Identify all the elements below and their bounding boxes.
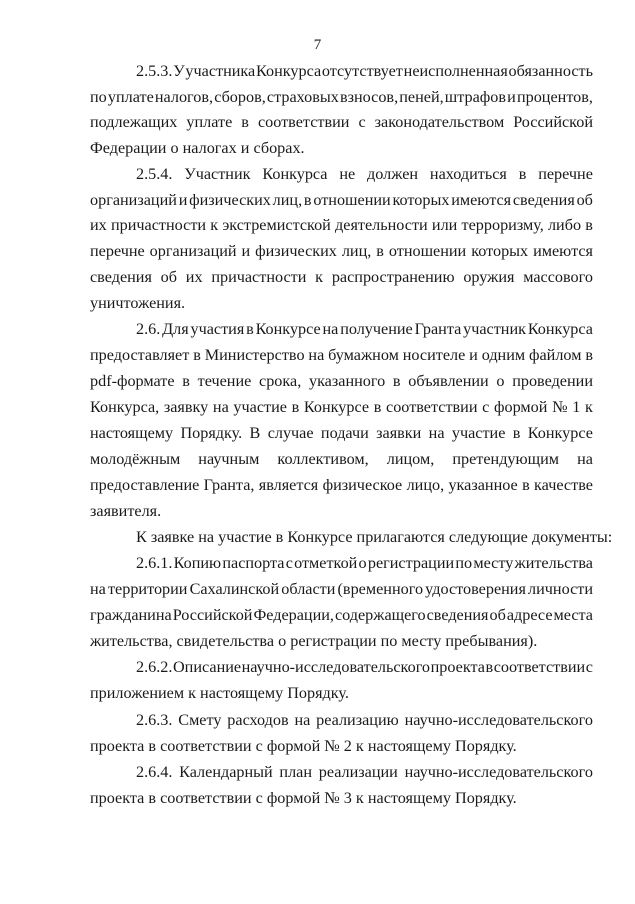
- word: участника: [185, 62, 256, 80]
- word: в: [303, 191, 312, 209]
- word: заявку: [163, 398, 209, 416]
- line-20: [136, 550, 593, 576]
- word: Описание: [172, 658, 242, 676]
- word: в: [246, 320, 254, 338]
- line-10: уничтожения.: [90, 294, 186, 312]
- line-15: [90, 420, 593, 446]
- word: адресе: [506, 606, 553, 624]
- word: на: [577, 450, 593, 468]
- word: научно-исследовательского: [404, 711, 593, 729]
- word: организаций: [149, 242, 237, 260]
- word: взносов,: [339, 88, 399, 106]
- line-27: проекта в соответствии с формой № 2 к настоящему Порядку.: [90, 737, 517, 755]
- line-25: приложением к настоящему Порядку.: [90, 684, 349, 702]
- word: соответствии: [493, 658, 586, 676]
- word: Российской: [172, 606, 253, 624]
- line-18: заявителя.: [90, 502, 162, 520]
- line-17: [90, 472, 593, 498]
- word: указанного: [308, 372, 386, 390]
- word: в: [291, 398, 300, 416]
- word: подлежащих: [90, 113, 178, 131]
- word: является: [258, 476, 319, 494]
- line-6: [90, 187, 593, 213]
- word: подачи: [320, 424, 369, 442]
- word: страховых: [266, 88, 339, 106]
- word: деятельности: [335, 216, 428, 234]
- word: 2.5.3.: [136, 62, 173, 80]
- word: места: [553, 606, 593, 624]
- word: участия: [190, 320, 245, 338]
- word: регистрации: [367, 554, 455, 572]
- word: о: [358, 554, 367, 572]
- word: Копию: [173, 554, 222, 572]
- word: на: [212, 398, 229, 416]
- line-23: жительства, свидетельства о регистрации по месту пребывания).: [90, 632, 538, 650]
- word: Календарный: [179, 763, 273, 781]
- word: перечне: [538, 165, 593, 183]
- word: 2.5.4.: [136, 165, 173, 183]
- word: в: [182, 372, 190, 390]
- page-number: 7: [313, 37, 322, 53]
- word: уплате: [186, 113, 233, 131]
- word: имеются: [451, 191, 512, 209]
- word: Конкурса: [256, 62, 322, 80]
- word: в: [485, 658, 494, 676]
- word: должен: [367, 165, 419, 183]
- word: распространению: [331, 268, 455, 286]
- word: Конкурса: [527, 320, 593, 338]
- word: участие: [233, 398, 287, 416]
- word: жительства: [514, 554, 593, 572]
- word: отношении: [388, 242, 467, 260]
- word: проекта: [430, 658, 485, 676]
- line-21: [90, 576, 593, 602]
- word: срока,: [259, 372, 302, 390]
- word: к: [315, 268, 324, 286]
- word: сведения: [90, 268, 152, 286]
- word: в: [518, 165, 527, 183]
- word: личности: [528, 580, 593, 598]
- word: лицо,: [406, 476, 445, 494]
- word: Конкурсе: [303, 398, 370, 416]
- word: лиц,: [272, 191, 303, 209]
- word: сборов,: [214, 88, 266, 106]
- word: лиц,: [341, 242, 372, 260]
- word: на: [308, 346, 325, 364]
- word: файлом: [529, 346, 582, 364]
- word: качестве: [534, 476, 593, 494]
- word: носителе: [402, 346, 466, 364]
- word: месту: [473, 554, 514, 572]
- word: 2.6.1.: [136, 554, 173, 572]
- word: В: [249, 424, 261, 442]
- word: обязанность: [508, 62, 593, 80]
- word: Министерство: [204, 346, 305, 364]
- line-2: [90, 84, 593, 110]
- word: Сахалинской: [189, 580, 280, 598]
- word: случае: [267, 424, 314, 442]
- word: реализации: [318, 763, 398, 781]
- word: имеются: [533, 242, 593, 260]
- word: научно-исследовательского: [241, 658, 431, 676]
- word: штрафов: [444, 88, 507, 106]
- word: об: [576, 191, 593, 209]
- word: в: [585, 346, 593, 364]
- word: неисполненная: [403, 62, 508, 80]
- word: физических: [189, 191, 271, 209]
- word: предоставление: [90, 476, 200, 494]
- word: заявки: [376, 424, 422, 442]
- word: причастности: [110, 216, 207, 234]
- line-28: [136, 759, 593, 785]
- word: по: [90, 88, 107, 106]
- word: об: [160, 268, 178, 286]
- word: претендующим: [452, 450, 559, 468]
- word: Гранта,: [203, 476, 255, 494]
- word: не: [339, 165, 356, 183]
- word: соответствии: [386, 398, 478, 416]
- word: и: [507, 88, 516, 106]
- word: законодательством: [374, 113, 505, 131]
- word: Российской: [513, 113, 593, 131]
- word: (временного: [337, 580, 424, 598]
- word: в: [512, 424, 521, 442]
- word: одним: [481, 346, 526, 364]
- word: 1: [572, 398, 581, 416]
- word: уплате: [107, 88, 154, 106]
- line-1: [136, 58, 593, 84]
- word: Порядку.: [180, 424, 243, 442]
- word: Федерации,: [253, 606, 334, 624]
- word: участник: [463, 320, 526, 338]
- line-16: [90, 446, 593, 472]
- word: в: [522, 476, 530, 494]
- word: Для: [162, 320, 189, 338]
- word: об: [489, 606, 506, 624]
- word: коллективом,: [277, 450, 369, 468]
- line-11: [136, 316, 593, 342]
- word: с: [585, 658, 593, 676]
- word: территории: [107, 580, 188, 598]
- word: Смету: [178, 711, 222, 729]
- line-9: [90, 264, 593, 290]
- word: Гранта: [414, 320, 462, 338]
- line-5: [136, 161, 593, 187]
- word: 2.6.3.: [136, 711, 173, 729]
- word: №: [552, 398, 568, 416]
- word: либо: [547, 216, 582, 234]
- word: на: [428, 424, 445, 442]
- word: находиться: [429, 165, 507, 183]
- line-29: проекта в соответствии с формой № 3 к настоящему Порядку.: [90, 789, 517, 807]
- line-3: [90, 109, 593, 135]
- word: участие: [451, 424, 506, 442]
- word: pdf-формате: [90, 372, 175, 390]
- word: гражданина: [90, 606, 172, 624]
- word: научным: [198, 450, 260, 468]
- word: бумажном: [328, 346, 399, 364]
- word: удостоверения: [425, 580, 526, 598]
- word: их: [185, 268, 203, 286]
- word: и: [469, 346, 478, 364]
- word: о: [496, 372, 505, 390]
- word: и: [178, 191, 188, 209]
- line-19: К заявке на участие в Конкурсе прилагаются следующие документы:: [136, 528, 613, 546]
- word: сведения: [426, 606, 489, 624]
- word: по: [455, 554, 473, 572]
- word: с: [482, 398, 490, 416]
- word: или: [431, 216, 458, 234]
- word: в: [241, 113, 249, 131]
- word: с: [358, 113, 366, 131]
- word: к: [210, 216, 219, 234]
- word: пеней,: [399, 88, 444, 106]
- line-12: [90, 342, 593, 368]
- line-26: [136, 707, 593, 733]
- word: паспорта: [222, 554, 285, 572]
- line-24: [136, 654, 593, 680]
- word: экстремистской: [222, 216, 331, 234]
- word: налогов,: [154, 88, 214, 106]
- word: на: [322, 320, 339, 338]
- word: план: [279, 763, 313, 781]
- word: на: [294, 711, 311, 729]
- word: молодёжным: [90, 450, 181, 468]
- word: в: [376, 242, 384, 260]
- word: оружия: [463, 268, 515, 286]
- word: к: [584, 398, 593, 416]
- word: терроризму,: [461, 216, 544, 234]
- word: отметкой: [294, 554, 358, 572]
- word: и: [241, 242, 251, 260]
- word: в: [193, 346, 201, 364]
- word: 2.6.: [136, 320, 161, 338]
- word: сведения: [512, 191, 575, 209]
- word: проведении: [512, 372, 593, 390]
- word: предоставляет: [90, 346, 190, 364]
- word: в: [373, 398, 382, 416]
- word: массового: [523, 268, 593, 286]
- word: Конкурсе: [527, 424, 593, 442]
- word: в: [585, 216, 593, 234]
- word: соответствии: [257, 113, 350, 131]
- word: формой: [494, 398, 548, 416]
- word: течение: [197, 372, 252, 390]
- line-4: Федерации о налогах и сборах.: [90, 139, 305, 157]
- word: Конкурса: [262, 165, 328, 183]
- word: содержащего: [334, 606, 426, 624]
- word: физическое: [322, 476, 403, 494]
- word: с: [285, 554, 293, 572]
- word: которых: [471, 242, 529, 260]
- word: 2.6.2.: [136, 658, 173, 676]
- word: отношении: [313, 191, 391, 209]
- word: на: [90, 580, 106, 598]
- word: научно-исследовательского: [404, 763, 593, 781]
- word: У: [173, 62, 185, 80]
- word: указанное: [448, 476, 518, 494]
- word: получение: [340, 320, 413, 338]
- word: организаций: [90, 191, 177, 209]
- word: 2.6.4.: [136, 763, 173, 781]
- word: Конкурса,: [90, 398, 160, 416]
- word: лицом,: [386, 450, 435, 468]
- word: процентов,: [516, 88, 593, 106]
- word: их: [90, 216, 107, 234]
- word: расходов: [227, 711, 289, 729]
- word: которых: [392, 191, 450, 209]
- line-13: [90, 368, 593, 394]
- word: настоящему: [90, 424, 174, 442]
- word: перечне: [90, 242, 145, 260]
- line-8: [90, 238, 593, 264]
- word: объявлении: [408, 372, 489, 390]
- word: реализацию: [316, 711, 399, 729]
- word: физических: [255, 242, 337, 260]
- line-22: [90, 602, 593, 628]
- word: Участник: [184, 165, 251, 183]
- word: в: [392, 372, 401, 390]
- word: Конкурсе: [255, 320, 321, 338]
- word: отсутствует: [321, 62, 403, 80]
- word: области: [281, 580, 336, 598]
- line-7: [90, 212, 593, 238]
- word: причастности: [211, 268, 307, 286]
- line-14: [90, 394, 593, 420]
